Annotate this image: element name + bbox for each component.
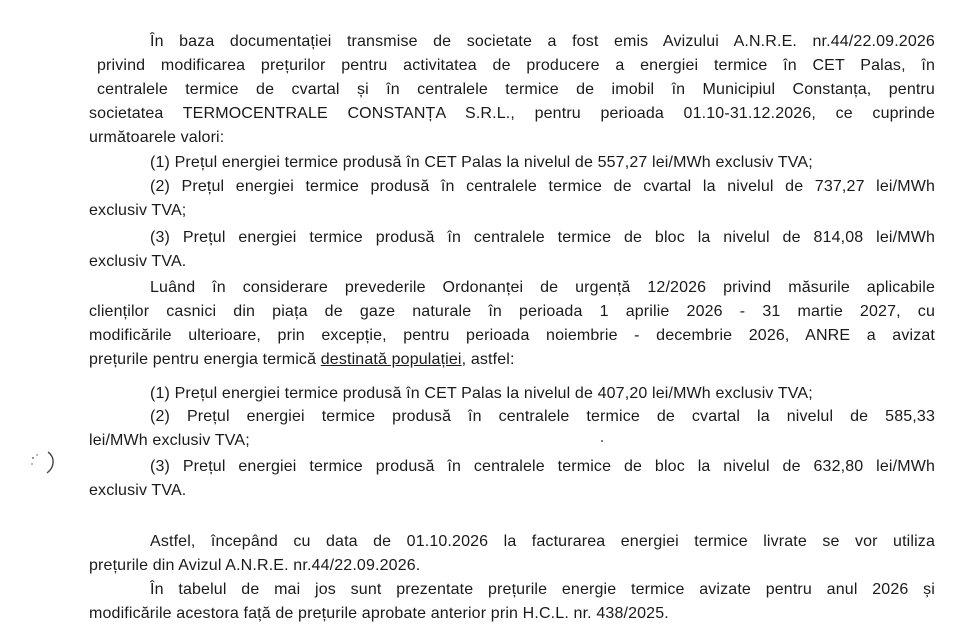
- list-1-item-3-line-1: (3) Prețul energiei termice produsă în centralele termice de bloc la nivelul de 814,08 lei/MWh: [150, 229, 935, 246]
- list-2-item-1: (1) Prețul energiei termice produsă în CET Palas la nivelul de 407,20 lei/MWh exclusiv TVA;: [150, 385, 813, 402]
- scan-speck: [601, 440, 603, 442]
- list-1-item-3-line-2: exclusiv TVA.: [89, 253, 187, 270]
- paragraph-1-line-3: centralele termice de cvartal și în centralele termice de imobil în Municipiul Constanța, pentru: [97, 81, 935, 98]
- list-2-item-2-line-1: (2) Prețul energiei termice produsă în centralele termice de cvartal la nivelul de 585,33: [150, 408, 935, 425]
- list-1-item-2-line-1: (2) Prețul energiei termice produsă în centralele termice de cvartal la nivelul de 737,27 lei/MWh: [150, 178, 935, 195]
- paragraph-1-line-1: În baza documentației transmise de societate a fost emis Avizului A.N.R.E. nr.44/22.09.2026: [150, 33, 935, 50]
- list-2-item-3-line-2: exclusiv TVA.: [89, 482, 187, 499]
- paragraph-1-line-4: societatea TERMOCENTRALE CONSTANȚA S.R.L., pentru perioada 01.10-31.12.2026, ce cuprinde: [89, 105, 935, 122]
- list-1-item-2-line-2: exclusiv TVA;: [89, 202, 187, 219]
- list-2-item-2-line-2: lei/MWh exclusiv TVA;: [89, 432, 250, 449]
- paragraph-1-line-5: următoarele valori:: [89, 129, 225, 146]
- paragraph-2-line-2: clienților casnici din piața de gaze naturale în perioada 1 aprilie 2026 - 31 martie 2027, cu: [89, 303, 935, 320]
- paragraph-2-line-4-start: prețurile pentru energia termică: [89, 351, 321, 368]
- paragraph-4-line-2: modificările acestora față de prețurile aprobate anterior prin H.C.L. nr. 438/2025.: [89, 605, 669, 622]
- paragraph-3-line-2: prețurile din Avizul A.N.R.E. nr.44/22.09.2026.: [89, 557, 421, 574]
- paragraph-2-line-1: Luând în considerare prevederile Ordonanței de urgență 12/2026 privind măsurile aplicabile: [150, 279, 935, 296]
- paragraph-2-line-3: modificările ulterioare, prin excepție, pentru perioada noiembrie - decembrie 2026, ANRE a avizat: [89, 327, 935, 344]
- paragraph-2-line-4-end: , astfel:: [461, 351, 515, 368]
- paragraph-3-line-1: Astfel, începând cu data de 01.10.2026 la facturarea energiei termice livrate se vor utiliza: [150, 533, 935, 550]
- paragraph-2-line-4: [89, 350, 515, 370]
- underlined-phrase: destinată populației: [320, 351, 462, 368]
- paragraph-1-line-2: privind modificarea prețurilor pentru activitatea de producere a energiei termice în CET Palas, în: [97, 57, 935, 74]
- list-1-item-1: (1) Prețul energiei termice produsă în CET Palas la nivelul de 557,27 lei/MWh exclusiv TVA;: [150, 154, 813, 171]
- paragraph-4-line-1: În tabelul de mai jos sunt prezentate prețurile energie termice avizate pentru anul 2026 și: [150, 581, 935, 598]
- scan-artifact-mark: [28, 444, 56, 480]
- list-2-item-3-line-1: (3) Prețul energiei termice produsă în centralele termice de bloc la nivelul de 632,80 lei/MWh: [150, 458, 935, 475]
